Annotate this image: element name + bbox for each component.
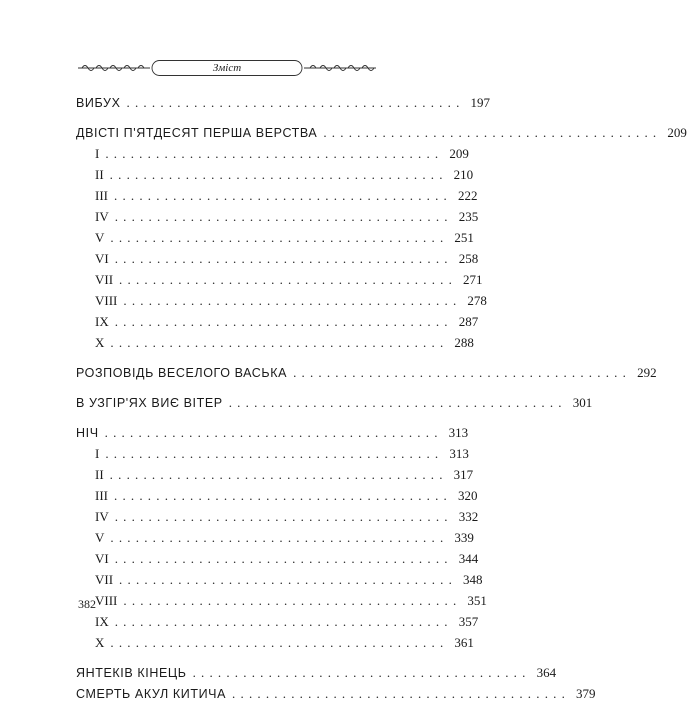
- toc-subentry[interactable]: [76, 248, 479, 269]
- toc-entry-title: X: [95, 635, 105, 650]
- dot-leader: ........................................: [110, 335, 449, 350]
- toc-spacer: [76, 383, 376, 392]
- toc-entry-page: 344: [458, 551, 479, 566]
- toc-entry-title: I: [95, 146, 100, 161]
- toc-entry-page: 317: [453, 467, 474, 482]
- toc-spacer: [76, 113, 376, 122]
- toc-entry-page: 351: [467, 593, 487, 608]
- toc-entry-page: 258: [458, 251, 479, 266]
- toc-subentry[interactable]: [76, 464, 474, 485]
- toc-subentry[interactable]: [76, 590, 487, 611]
- dot-leader: ........................................: [323, 125, 662, 140]
- toc-entry-page: 339: [454, 530, 474, 545]
- running-header: [78, 60, 376, 76]
- dot-leader: ........................................: [114, 188, 452, 203]
- toc-entry-page: 313: [449, 446, 469, 461]
- toc-entry-page: 197: [470, 95, 491, 110]
- toc-subentry[interactable]: [76, 527, 474, 548]
- toc-entry-title: IX: [95, 614, 109, 629]
- dot-leader: ........................................: [114, 209, 453, 224]
- dot-leader: ........................................: [126, 95, 465, 110]
- toc-entry-title: VII: [95, 572, 114, 587]
- toc-subentry[interactable]: [76, 548, 479, 569]
- toc-subentry[interactable]: [76, 206, 479, 227]
- toc-entry-page: 251: [454, 230, 474, 245]
- toc-entry-page: 278: [467, 293, 487, 308]
- dot-leader: ........................................: [114, 509, 453, 524]
- page-number: 382: [78, 597, 96, 611]
- toc-entry-title: СМЕРТЬ АКУЛ КИТИЧА: [76, 687, 227, 701]
- dot-leader: ........................................: [123, 593, 462, 608]
- toc-entry-title: I: [95, 446, 100, 461]
- toc-entry-title: II: [95, 467, 104, 482]
- toc-entry-page: 222: [458, 188, 478, 203]
- dot-leader: ........................................: [110, 230, 449, 245]
- dot-leader: ........................................: [232, 686, 571, 701]
- toc-entry-title: VI: [95, 551, 109, 566]
- toc-subentry[interactable]: [76, 227, 474, 248]
- dot-leader: ........................................: [114, 314, 453, 329]
- toc-subentry[interactable]: [76, 506, 479, 527]
- toc-entry-title: V: [95, 530, 105, 545]
- toc-subentry[interactable]: [76, 443, 469, 464]
- dot-leader: ........................................: [110, 635, 449, 650]
- toc-entry-title: РОЗПОВІДЬ ВЕСЕЛОГО ВАСЬКА: [76, 366, 288, 380]
- dot-leader: ........................................: [114, 551, 453, 566]
- dot-leader: ........................................: [119, 272, 458, 287]
- toc-entry-page: 209: [449, 146, 469, 161]
- toc-entry-title: IV: [95, 509, 109, 524]
- toc-subentry[interactable]: [76, 164, 474, 185]
- toc-entry-page: 292: [637, 365, 657, 380]
- toc-entry-page: 357: [458, 614, 479, 629]
- toc-subentry[interactable]: [76, 269, 483, 290]
- toc-subentry[interactable]: [76, 143, 469, 164]
- toc-spacer: [76, 653, 376, 662]
- toc-entry-page: 271: [463, 272, 483, 287]
- dot-leader: ........................................: [192, 665, 531, 680]
- dot-leader: ........................................: [109, 467, 448, 482]
- dot-leader: ........................................: [228, 395, 567, 410]
- toc-subentry[interactable]: [76, 632, 474, 653]
- toc-entry-page: 348: [463, 572, 483, 587]
- toc-entry-page: 320: [458, 488, 478, 503]
- dot-leader: ........................................: [105, 446, 444, 461]
- dot-leader: ........................................: [114, 614, 453, 629]
- toc-entry-title: VII: [95, 272, 114, 287]
- toc-entry[interactable]: [76, 362, 657, 383]
- toc-entry-page: 364: [536, 665, 557, 680]
- dot-leader: ........................................: [293, 365, 632, 380]
- toc-entry-page: 235: [458, 209, 479, 224]
- toc-entry-title: X: [95, 335, 105, 350]
- toc-spacer: [76, 353, 376, 362]
- toc-entry[interactable]: [76, 683, 596, 704]
- toc-spacer: [76, 413, 376, 422]
- toc-entry[interactable]: [76, 392, 593, 413]
- toc-entry[interactable]: [76, 422, 469, 443]
- toc-entry-title: IV: [95, 209, 109, 224]
- toc-entry[interactable]: [76, 92, 491, 113]
- dot-leader: ........................................: [109, 167, 448, 182]
- toc-subentry[interactable]: [76, 485, 478, 506]
- toc-entry-title: В УЗГІР'ЯХ ВИЄ ВІТЕР: [76, 396, 223, 410]
- toc-entry-title: III: [95, 488, 108, 503]
- toc-entry[interactable]: [76, 662, 557, 683]
- toc-entry-title: V: [95, 230, 105, 245]
- toc-entry-title: НІЧ: [76, 426, 99, 440]
- toc-entry-title: VIII: [95, 593, 118, 608]
- dot-leader: ........................................: [119, 572, 458, 587]
- toc-entry-title: VI: [95, 251, 109, 266]
- dot-leader: ........................................: [114, 488, 452, 503]
- toc-entry-page: 301: [572, 395, 593, 410]
- toc-entry-page: 361: [454, 635, 474, 650]
- dot-leader: ........................................: [105, 146, 444, 161]
- table-of-contents: [76, 92, 687, 704]
- toc-entry-title: ДВІСТІ П'ЯТДЕСЯТ ПЕРША ВЕРСТВА: [76, 126, 318, 140]
- toc-entry-page: 287: [458, 314, 479, 329]
- toc-subentry[interactable]: [76, 611, 479, 632]
- toc-subentry[interactable]: [76, 311, 479, 332]
- toc-subentry[interactable]: [76, 332, 474, 353]
- toc-entry-page: 379: [576, 686, 596, 701]
- dot-leader: ........................................: [114, 251, 453, 266]
- toc-entry-title: II: [95, 167, 104, 182]
- toc-entry[interactable]: [76, 122, 687, 143]
- toc-entry-title: ЯНТЕКІВ КІНЕЦЬ: [76, 666, 187, 680]
- toc-entry-title: IX: [95, 314, 109, 329]
- toc-entry-page: 313: [448, 425, 469, 440]
- toc-entry-page: 209: [667, 125, 687, 140]
- dot-leader: ........................................: [110, 530, 449, 545]
- toc-entry-title: III: [95, 188, 108, 203]
- toc-entry-page: 288: [454, 335, 474, 350]
- toc-entry-title: ВИБУХ: [76, 96, 121, 110]
- dot-leader: ........................................: [123, 293, 462, 308]
- dot-leader: ........................................: [104, 425, 443, 440]
- toc-subentry[interactable]: [76, 569, 483, 590]
- toc-entry-title: VIII: [95, 293, 118, 308]
- toc-subentry[interactable]: [76, 290, 487, 311]
- toc-entry-page: 210: [453, 167, 474, 182]
- toc-entry-page: 332: [458, 509, 479, 524]
- toc-subentry[interactable]: [76, 185, 478, 206]
- header-title: Зміст: [212, 62, 242, 74]
